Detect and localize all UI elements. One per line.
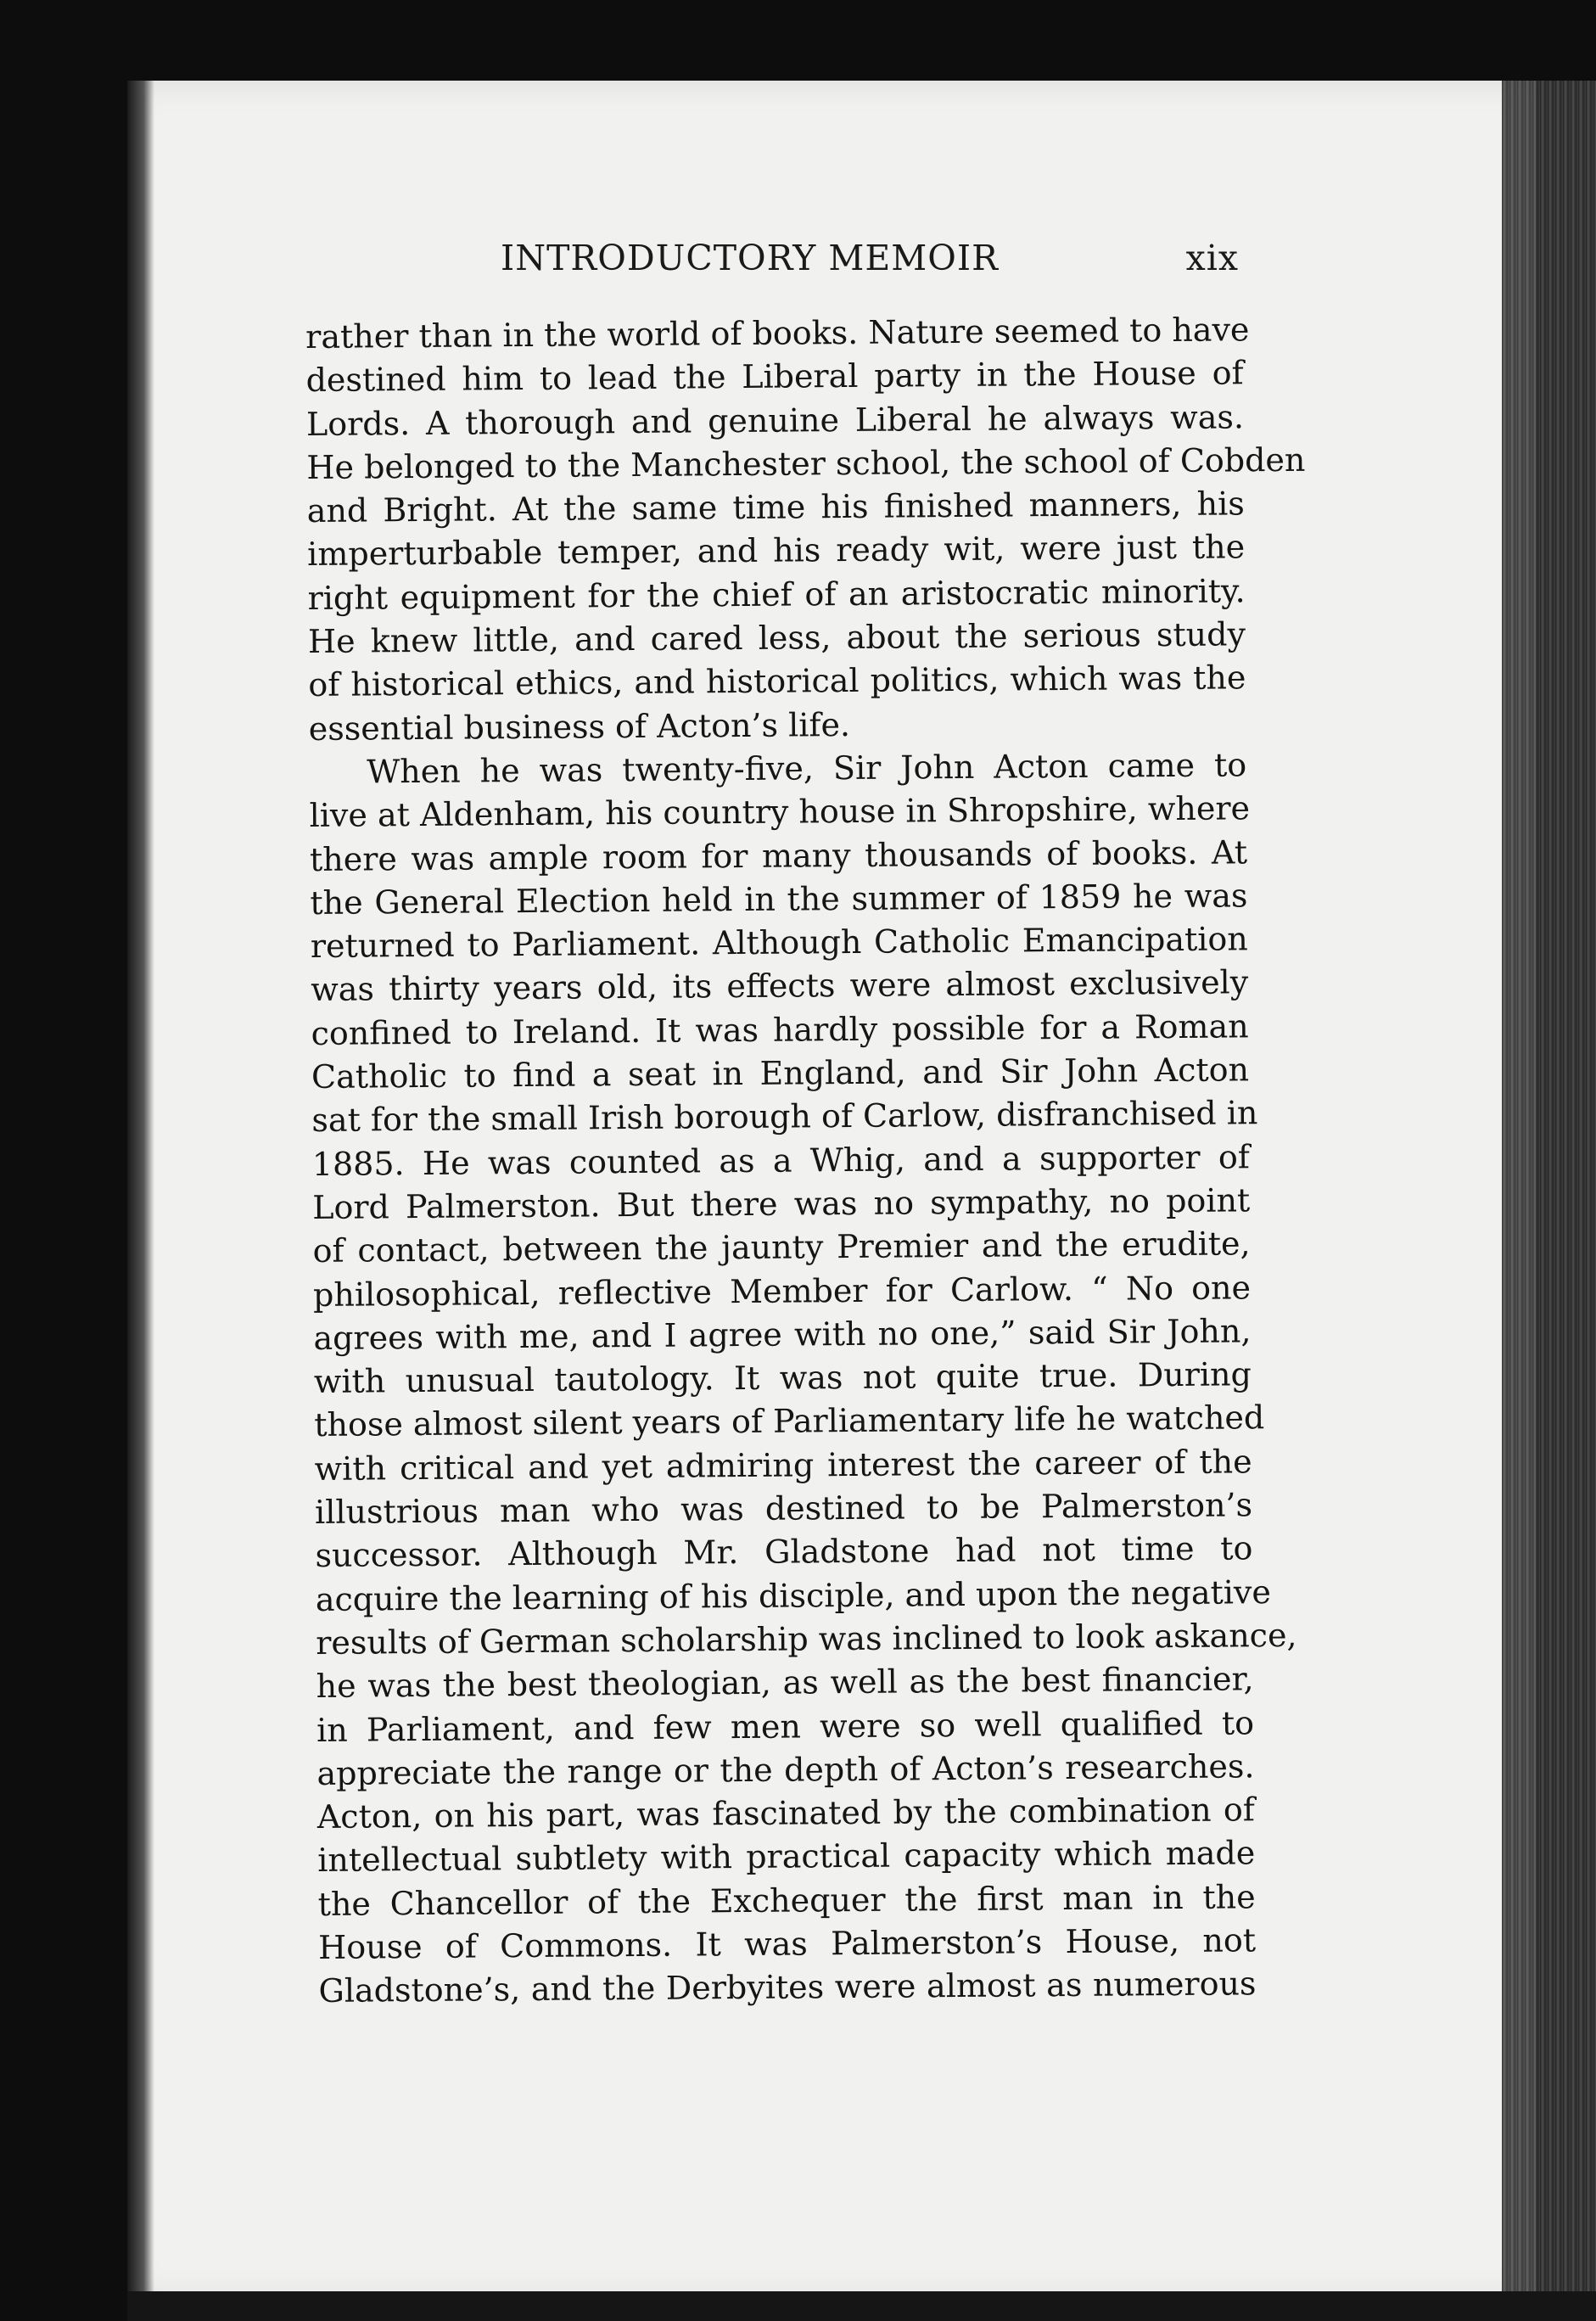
- text-line: there was ample room for many thousands of books. At: [309, 833, 1248, 878]
- text-line: 1885. He was counted as a Whig, and a supporter of: [311, 1137, 1250, 1183]
- text-line: agrees with me, and I agree with no one,” said Sir John,: [313, 1312, 1252, 1357]
- text-line: When he was twenty-five, Sir John Acton came to: [367, 746, 1247, 791]
- text-line: imperturbable temper, and his ready wit, were just the: [307, 528, 1246, 574]
- text-line: intellectual subtlety with practical capacity which made: [317, 1834, 1256, 1880]
- page-header: [501, 238, 1239, 297]
- text-line: appreciate the range or the depth of Acton’s researches.: [316, 1747, 1255, 1792]
- text-line: returned to Parliament. Although Catholic Emancipation: [310, 920, 1248, 966]
- text-line: he was the best theologian, as well as the best financier,: [316, 1660, 1254, 1706]
- text-line: with critical and yet admiring interest the career of the: [314, 1442, 1252, 1488]
- text-line: acquire the learning of his disciple, and upon the negative: [315, 1573, 1272, 1618]
- text-line: He belonged to the Manchester school, the school of Cobden: [306, 440, 1306, 486]
- text-line: Gladstone’s, and the Derbyites were almost as numerous: [318, 1965, 1257, 2010]
- text-line: with unusual tautology. It was not quite true. During: [313, 1355, 1252, 1401]
- text-line: the General Election held in the summer of 1859 he was: [310, 877, 1248, 922]
- book-gutter-shadow: [127, 81, 154, 2300]
- text-line: Lord Palmerston. But there was no sympathy, no point: [312, 1181, 1251, 1226]
- text-line: He knew little, and cared less, about the serious study: [307, 615, 1246, 661]
- paragraph-2: [309, 743, 1297, 2013]
- text-line: sat for the small Irish borough of Carlow, disfranchised in: [311, 1094, 1258, 1140]
- text-line: of historical ethics, and historical politics, which was the: [308, 659, 1246, 704]
- text-line: results of German scholarship was inclined to look askance,: [316, 1616, 1297, 1662]
- text-line: and Bright. At the same time his finished manners, his: [306, 485, 1245, 530]
- page-number: xix: [1185, 238, 1239, 278]
- text-line: rather than in the world of books. Nature seemed to have: [305, 311, 1250, 356]
- text-line: of contact, between the jaunty Premier and the erudite,: [312, 1225, 1251, 1270]
- text-line: philosophical, reflective Member for Carlow. “ No one: [312, 1268, 1252, 1314]
- text-line: right equipment for the chief of an aristocratic minority.: [307, 572, 1246, 617]
- text-line: was thirty years old, its effects were almost exclusively: [311, 963, 1249, 1009]
- bottom-scan-border: [127, 2291, 1596, 2321]
- text-line: successor. Although Mr. Gladstone had not time to: [315, 1529, 1253, 1575]
- text-line: illustrious man who was destined to be Palmerston’s: [314, 1486, 1253, 1531]
- paragraph-1: [305, 308, 1306, 751]
- page-stack-edge: [1502, 81, 1596, 2321]
- text-line: live at Aldenham, his country house in Shropshire, where: [309, 789, 1251, 835]
- text-line: confined to Ireland. It was hardly possible for a Roman: [311, 1007, 1249, 1052]
- body-text: [305, 308, 1306, 2268]
- text-line: those almost silent years of Parliamentary life he watched: [314, 1399, 1265, 1444]
- text-line: essential business of Acton’s life.: [308, 705, 851, 748]
- text-line: in Parliament, and few men were so well qualified to: [316, 1703, 1255, 1749]
- text-line: the Chancellor of the Exchequer the first man in the: [317, 1877, 1256, 1923]
- text-line: House of Commons. It was Palmerston’s House, not: [317, 1921, 1257, 1966]
- text-line: Acton, on his part, was fascinated by the combination of: [316, 1791, 1256, 1836]
- text-line: Lords. A thorough and genuine Liberal he always was.: [305, 397, 1245, 443]
- text-line: Catholic to find a seat in England, and Sir John Acton: [311, 1051, 1250, 1096]
- running-title: INTRODUCTORY MEMOIR: [501, 238, 999, 278]
- text-line: destined him to lead the Liberal party in the House of: [305, 354, 1244, 400]
